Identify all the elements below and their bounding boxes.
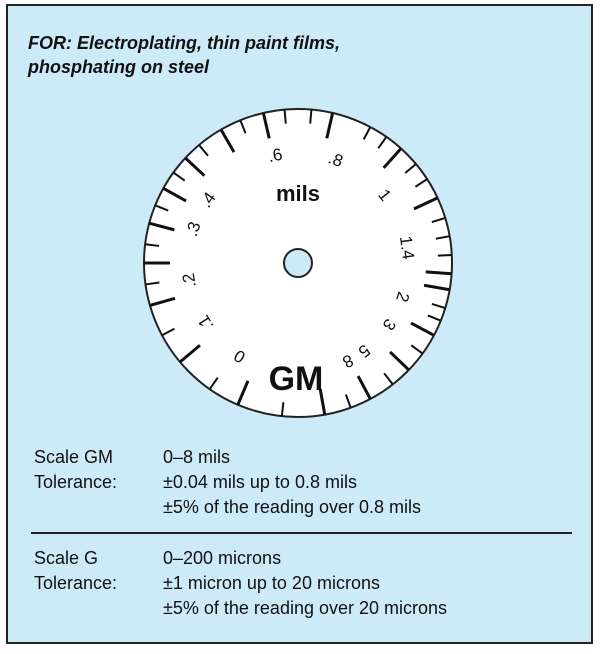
scale-gm-tolerance-2: ±5% of the reading over 0.8 mils — [163, 497, 422, 517]
scale-gm-tolerance-label: Tolerance: — [34, 472, 118, 492]
dial-number: .4 — [196, 188, 220, 212]
scale-g-specs — [34, 546, 447, 621]
dial-number: .1 — [193, 311, 218, 335]
scale-g-range: 0–200 microns — [163, 548, 282, 568]
scale-gm-tolerance-1: ±0.04 mils up to 0.8 mils — [163, 472, 357, 492]
dial-minor-tick — [438, 255, 452, 256]
dial-number: 1.4 — [395, 234, 418, 261]
dial-minor-tick — [310, 110, 311, 124]
scale-gm-specs — [34, 445, 421, 520]
dial-number: 2 — [392, 289, 414, 305]
dial-number: .3 — [182, 219, 205, 239]
dial-center-hole — [284, 249, 312, 277]
dial-major-tick — [426, 272, 452, 274]
scale-gm-label: Scale GM — [34, 447, 114, 467]
dial-number: 5 — [354, 340, 374, 362]
dial-minor-tick — [285, 110, 286, 124]
scale-g-tolerance-label: Tolerance: — [34, 573, 118, 593]
dial-number: 8 — [339, 350, 357, 372]
dial-unit-label: mils — [275, 181, 321, 206]
dial-number: .6 — [266, 144, 285, 167]
dial-number: 1 — [374, 185, 396, 205]
dial-number: 0 — [230, 345, 249, 367]
heading-line2: phosphating on steel — [28, 57, 210, 77]
heading-lead: FOR: — [28, 33, 72, 53]
dial-number: 3 — [378, 315, 400, 334]
scale-g-tolerance-1: ±1 micron up to 20 microns — [163, 573, 380, 593]
scale-gm-range: 0–8 mils — [163, 447, 231, 467]
dial-scale-label: GM — [268, 360, 324, 398]
dial-number: .2 — [178, 271, 200, 289]
dial-number: .8 — [325, 148, 346, 171]
divider — [31, 532, 572, 534]
scale-g-label: Scale G — [34, 548, 99, 568]
scale-g-tolerance-2: ±5% of the reading over 20 microns — [163, 598, 448, 618]
heading-line1: Electroplating, thin paint films, — [77, 33, 341, 53]
